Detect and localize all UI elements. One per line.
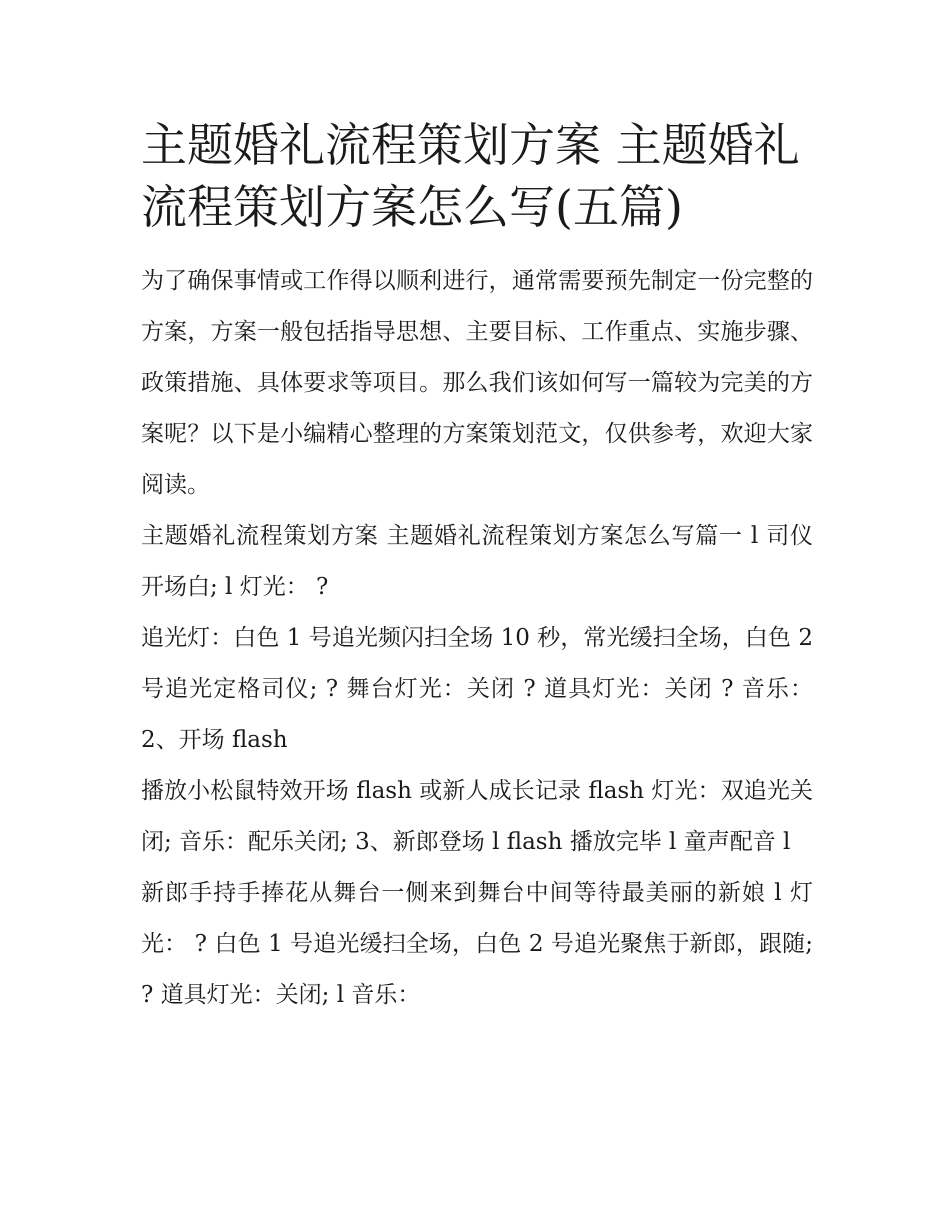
paragraph-section-one-heading: 主题婚礼流程策划方案 主题婚礼流程策划方案怎么写篇一 l 司仪开场白; l 灯光： ?	[141, 523, 813, 600]
document-page	[141, 114, 813, 1021]
paragraph-groom-entrance: 新郎手持手捧花从舞台一侧来到舞台中间等待最美丽的新娘 l 灯光： ? 白色 1 号追光缓扫全场，白色 2 号追光聚焦于新郎，跟随; ? 道具灯光：关闭; l 音乐：	[141, 880, 813, 1008]
paragraph-intro: 为了确保事情或工作得以顺利进行，通常需要预先制定一份完整的方案，方案一般包括指导思想、主要目标、工作重点、实施步骤、政策措施、具体要求等项目。那么我们该如何写一篇较为完美的方案呢？以下是小编精心整理的方案策划范文，仅供参考，欢迎大家阅读。	[141, 268, 813, 498]
paragraph-spotlight: 追光灯：白色 1 号追光频闪扫全场 10 秒，常光缓扫全场，白色 2 号追光定格司仪; ? 舞台灯光：关闭 ? 道具灯光：关闭 ? 音乐： 2、开场 flash	[141, 625, 813, 753]
document-title: 主题婚礼流程策划方案 主题婚礼流程策划方案怎么写(五篇)	[141, 118, 800, 234]
paragraph-flash-play: 播放小松鼠特效开场 flash 或新人成长记录 flash 灯光：双追光关闭; 音乐：配乐关闭; 3、新郎登场 l flash 播放完毕 l 童声配音 l	[141, 778, 813, 855]
